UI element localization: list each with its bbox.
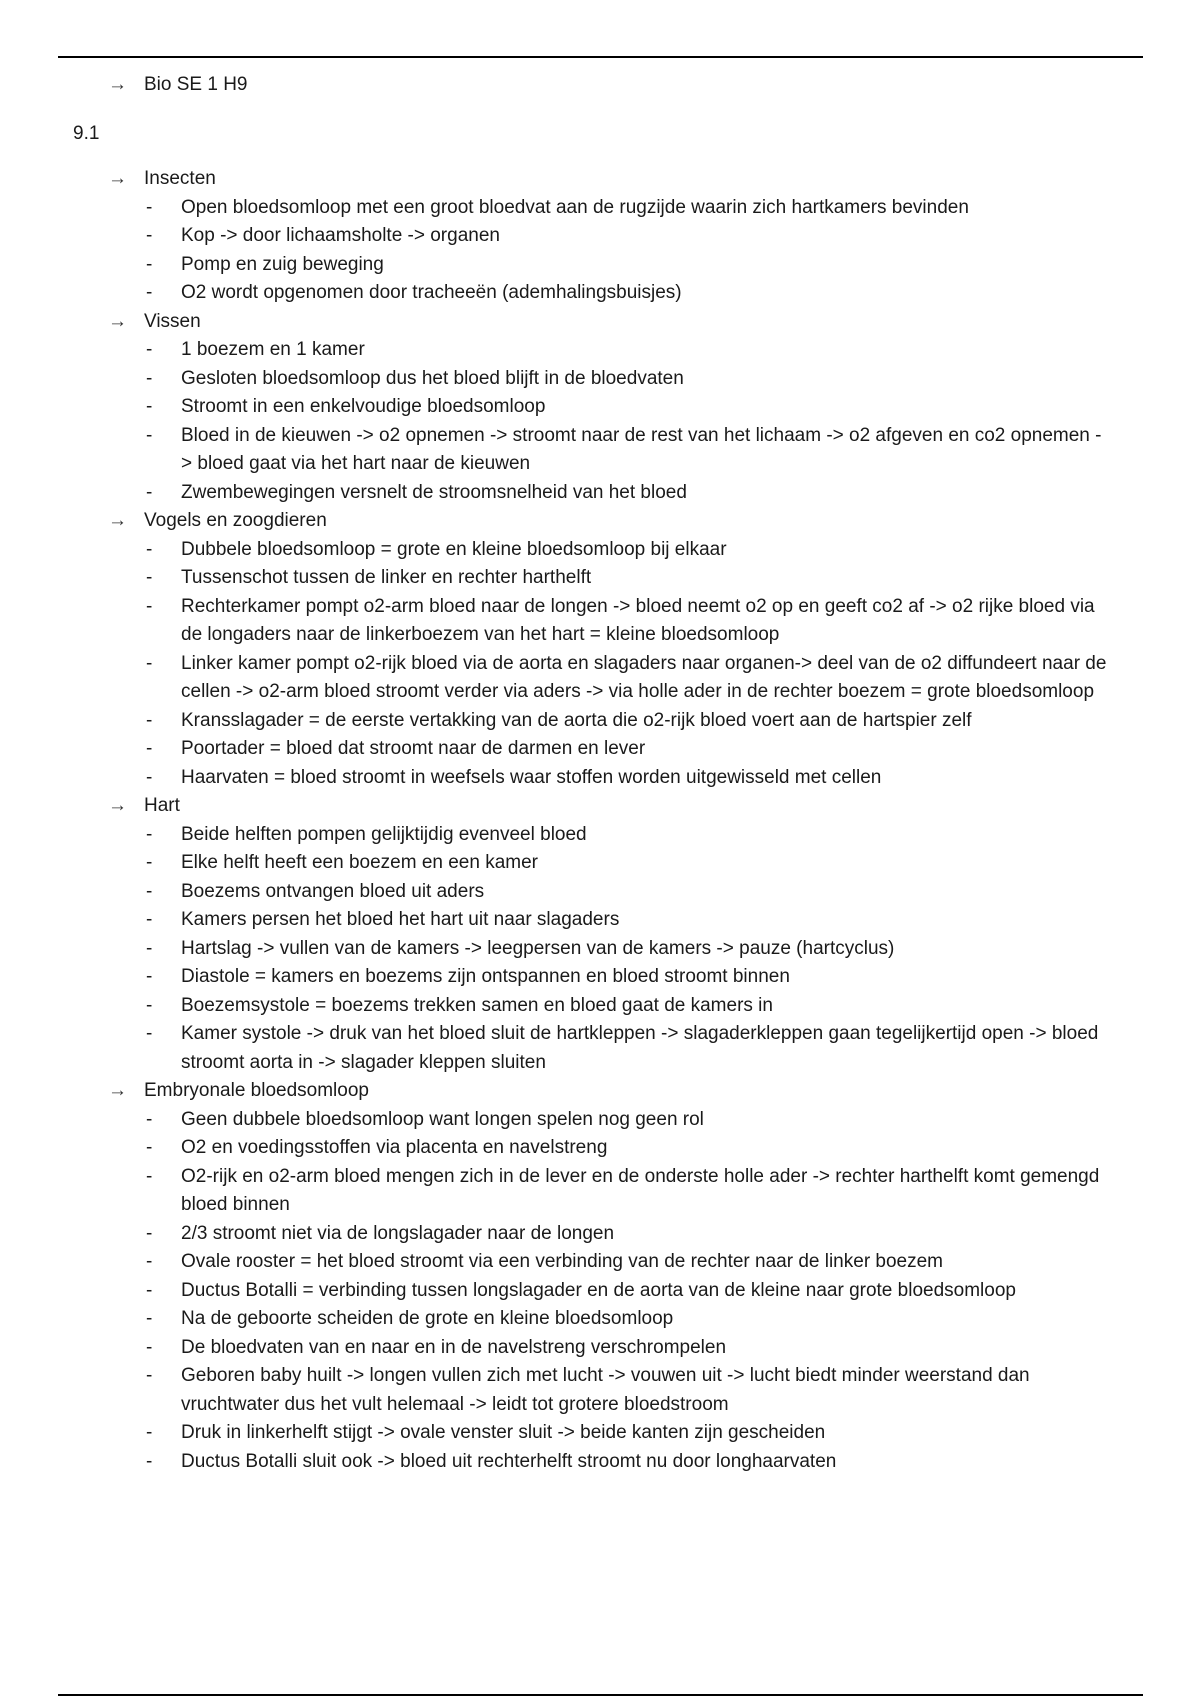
document-title-row [108,74,248,96]
list-item: - O2 wordt opgenomen door tracheeën (ademhalingsbuisjes) [108,279,1108,308]
bullet-list [108,536,1108,793]
topic-heading [108,165,1108,194]
list-item: - Open bloedsomloop met een groot bloedvat aan de rugzijde waarin zich hartkamers bevinden [108,194,1108,223]
notes-content [108,165,1108,1476]
list-item: - Druk in linkerhelft stijgt -> ovale venster sluit -> beide kanten zijn gescheiden [108,1419,1108,1448]
topic-heading-text: Hart [144,795,180,816]
list-item: - Elke helft heeft een boezem en een kamer [108,849,1108,878]
list-item: - O2-rijk en o2-arm bloed mengen zich in de lever en de onderste holle ader -> rechter harthelft komt gemengd bloed binnen [108,1163,1108,1220]
list-item: - Poortader = bloed dat stroomt naar de darmen en lever [108,735,1108,764]
arrow-icon: → [108,74,127,95]
list-item: - Ovale rooster = het bloed stroomt via een verbinding van de rechter naar de linker boezem [108,1248,1108,1277]
list-item: - Boezems ontvangen bloed uit aders [108,878,1108,907]
list-item: - Tussenschot tussen de linker en rechter harthelft [108,564,1108,593]
list-item: - 1 boezem en 1 kamer [108,336,1108,365]
arrow-icon: → [108,795,127,816]
arrow-icon: → [108,510,127,531]
topic-heading [108,792,1108,821]
list-item: - Kamer systole -> druk van het bloed sluit de hartkleppen -> slagaderkleppen gaan tegelijkertijd open -> bloed stroomt aorta in -> slagader kleppen sluiten [108,1020,1108,1077]
list-item: - De bloedvaten van en naar en in de navelstreng verschrompelen [108,1334,1108,1363]
list-item: - Hartslag -> vullen van de kamers -> leegpersen van de kamers -> pauze (hartcyclus) [108,935,1108,964]
bullet-list [108,1106,1108,1477]
topic-group [108,1077,1108,1476]
topic-heading-text: Insecten [144,168,216,189]
list-item: - 2/3 stroomt niet via de longslagader naar de longen [108,1220,1108,1249]
topic-heading-text: Vissen [144,310,201,332]
list-item: - Linker kamer pompt o2-rijk bloed via de aorta en slagaders naar organen-> deel van de o2 diffundeert naar de cellen -> o2-arm bloed stroomt verder via aders -> via holle ader in de rechter boezem = grote bloedsomloop [108,650,1108,707]
list-item: - Zwembewegingen versnelt de stroomsnelheid van het bloed [108,479,1108,508]
bullet-list [108,336,1108,507]
bullet-list [108,194,1108,308]
section-number: 9.1 [73,123,100,144]
topic-heading [108,507,1108,536]
list-item: - Geboren baby huilt -> longen vullen zich met lucht -> vouwen uit -> lucht biedt minder weerstand dan vruchtwater dus het vult helemaal -> leidt tot grotere bloedstroom [108,1362,1108,1419]
topic-group [108,308,1108,508]
list-item: - Ductus Botalli = verbinding tussen longslagader en de aorta van de kleine naar grote bloedsomloop [108,1277,1108,1306]
topic-group [108,165,1108,308]
list-item: - Kamers persen het bloed het hart uit naar slagaders [108,906,1108,935]
list-item: - Diastole = kamers en boezems zijn ontspannen en bloed stroomt binnen [108,963,1108,992]
arrow-icon: → [108,168,127,189]
list-item: - Rechterkamer pompt o2-arm bloed naar de longen -> bloed neemt o2 op en geeft co2 af -> o2 rijke bloed via de longaders naar de linkerboezem van het hart = kleine bloedsomloop [108,593,1108,650]
header-rule [58,56,1143,58]
topic-group [108,792,1108,1077]
list-item: - Kop -> door lichaamsholte -> organen [108,222,1108,251]
list-item: - Ductus Botalli sluit ook -> bloed uit rechterhelft stroomt nu door longhaarvaten [108,1448,1108,1477]
topic-group [108,507,1108,792]
list-item: - Bloed in de kieuwen -> o2 opnemen -> stroomt naar de rest van het lichaam -> o2 afgeven en co2 opnemen -> bloed gaat via het hart naar de kieuwen [108,422,1108,479]
list-item: - Na de geboorte scheiden de grote en kleine bloedsomloop [108,1305,1108,1334]
document-title: Bio SE 1 H9 [144,74,248,95]
list-item: - Haarvaten = bloed stroomt in weefsels waar stoffen worden uitgewisseld met cellen [108,764,1108,793]
footer-rule [58,1694,1143,1696]
list-item: - Geen dubbele bloedsomloop want longen spelen nog geen rol [108,1106,1108,1135]
list-item: - Pomp en zuig beweging [108,251,1108,280]
list-item: - Dubbele bloedsomloop = grote en kleine bloedsomloop bij elkaar [108,536,1108,565]
list-item: - Boezemsystole = boezems trekken samen en bloed gaat de kamers in [108,992,1108,1021]
list-item: - Beide helften pompen gelijktijdig evenveel bloed [108,821,1108,850]
topic-heading [108,1077,1108,1106]
arrow-icon: → [108,1080,127,1101]
topic-heading-text: Embryonale bloedsomloop [144,1080,369,1101]
topic-heading [108,308,1108,337]
arrow-icon: → [108,310,127,332]
list-item: - O2 en voedingsstoffen via placenta en navelstreng [108,1134,1108,1163]
list-item: - Gesloten bloedsomloop dus het bloed blijft in de bloedvaten [108,365,1108,394]
list-item: - Kransslagader = de eerste vertakking van de aorta die o2-rijk bloed voert aan de hartspier zelf [108,707,1108,736]
list-item: - Stroomt in een enkelvoudige bloedsomloop [108,393,1108,422]
bullet-list [108,821,1108,1078]
topic-heading-text: Vogels en zoogdieren [144,510,327,531]
